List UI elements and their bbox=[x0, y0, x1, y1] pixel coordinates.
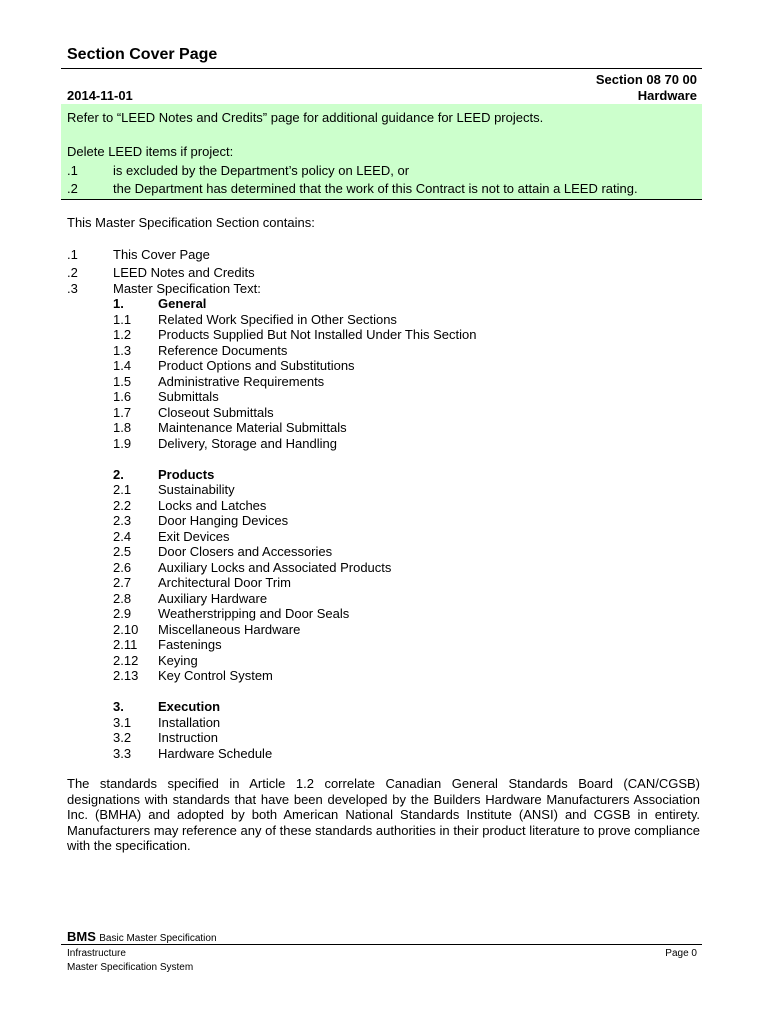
article-title: Administrative Requirements bbox=[158, 374, 325, 389]
article-title: Hardware Schedule bbox=[158, 746, 273, 761]
article-title: Sustainability bbox=[158, 482, 235, 497]
section-id bbox=[596, 72, 697, 104]
article-number: 2.11 bbox=[113, 637, 138, 652]
article-title: Door Closers and Accessories bbox=[158, 544, 333, 559]
article-title: Delivery, Storage and Handling bbox=[158, 436, 337, 451]
contents-item-num: .3 bbox=[67, 281, 78, 296]
footer-page-number: Page 0 bbox=[665, 948, 697, 959]
leed-item-num: .1 bbox=[67, 163, 78, 178]
article-number: 2.5 bbox=[113, 544, 132, 559]
document-date: 2014-11-01 bbox=[67, 88, 133, 103]
contents-item-num: .1 bbox=[67, 247, 78, 262]
footer-bms-full: Basic Master Specification bbox=[99, 933, 217, 944]
article-number: 1.3 bbox=[113, 343, 132, 358]
part-title: General bbox=[158, 296, 207, 311]
footer-org-line2: Master Specification System bbox=[67, 962, 194, 973]
section-name: Hardware bbox=[637, 88, 697, 103]
article-number: 1.7 bbox=[113, 405, 132, 420]
article-number: 2.3 bbox=[113, 513, 132, 528]
article-title: Auxiliary Hardware bbox=[158, 591, 268, 606]
article-number: 2.9 bbox=[113, 606, 132, 621]
leed-item-num: .2 bbox=[67, 181, 78, 196]
article-title: Instruction bbox=[158, 730, 218, 745]
article-title: Architectural Door Trim bbox=[158, 575, 291, 590]
article-title: Miscellaneous Hardware bbox=[158, 622, 301, 637]
article-number: 2.4 bbox=[113, 529, 132, 544]
header-rule-top bbox=[61, 68, 702, 69]
leed-note-line2: Delete LEED items if project: bbox=[67, 144, 234, 159]
article-title: Reference Documents bbox=[158, 343, 288, 358]
article-title: Closeout Submittals bbox=[158, 405, 274, 420]
article-number: 3.3 bbox=[113, 746, 132, 761]
footer-org-line1: Infrastructure bbox=[67, 948, 126, 959]
part-title: Execution bbox=[158, 699, 221, 714]
article-number: 2.7 bbox=[113, 575, 132, 590]
contents-item-num: .2 bbox=[67, 265, 78, 280]
contents-intro: This Master Specification Section contains: bbox=[67, 215, 315, 230]
article-title: Submittals bbox=[158, 389, 219, 404]
article-number: 2.8 bbox=[113, 591, 132, 606]
article-number: 1.5 bbox=[113, 374, 132, 389]
article-number: 1.2 bbox=[113, 327, 132, 342]
article-number: 2.2 bbox=[113, 498, 132, 513]
footer-bms bbox=[67, 929, 217, 944]
standards-paragraph: The standards specified in Article 1.2 correlate Canadian General Standards Board (CAN/CGSB) designations with standards that have been developed by the Builders Hardware Manufacturers Association Inc. (BMHA) and adopted by both American National Standards Institute (ANSI) and CGSB in entirety. Manufacturers may reference any of these standards authorities in their product literature to prove compliance with the specification. bbox=[67, 776, 700, 853]
part-number: 2. bbox=[113, 467, 124, 482]
article-title: Key Control System bbox=[158, 668, 273, 683]
contents-item-text: LEED Notes and Credits bbox=[113, 265, 255, 280]
footer-bms-abbrev: BMS bbox=[67, 929, 96, 944]
article-title: Auxiliary Locks and Associated Products bbox=[158, 560, 392, 575]
part-number: 3. bbox=[113, 699, 124, 714]
article-title: Product Options and Substitutions bbox=[158, 358, 355, 373]
contents-item-text: This Cover Page bbox=[113, 247, 210, 262]
section-number: Section 08 70 00 bbox=[595, 72, 697, 87]
article-number: 1.6 bbox=[113, 389, 132, 404]
article-number: 2.1 bbox=[113, 482, 132, 497]
article-title: Maintenance Material Submittals bbox=[158, 420, 347, 435]
article-title: Fastenings bbox=[158, 637, 222, 652]
article-title: Keying bbox=[158, 653, 198, 668]
article-number: 1.1 bbox=[113, 312, 132, 327]
page-title: Section Cover Page bbox=[67, 46, 218, 63]
article-title: Related Work Specified in Other Sections bbox=[158, 312, 397, 327]
article-number: 2.13 bbox=[113, 668, 139, 683]
article-number: 2.10 bbox=[113, 622, 139, 637]
article-title: Exit Devices bbox=[158, 529, 230, 544]
article-number: 1.9 bbox=[113, 436, 132, 451]
article-title: Weatherstripping and Door Seals bbox=[158, 606, 350, 621]
contents-item-text: Master Specification Text: bbox=[113, 281, 261, 296]
article-title: Locks and Latches bbox=[158, 498, 267, 513]
leed-box-rule bbox=[61, 199, 702, 200]
article-number: 3.2 bbox=[113, 730, 132, 745]
article-title: Installation bbox=[158, 715, 221, 730]
leed-item-text: the Department has determined that the work of this Contract is not to attain a LEED rating. bbox=[113, 181, 638, 196]
leed-item-text: is excluded by the Department’s policy on LEED, or bbox=[113, 163, 410, 178]
article-number: 1.8 bbox=[113, 420, 132, 435]
part-title: Products bbox=[158, 467, 215, 482]
article-title: Products Supplied But Not Installed Under This Section bbox=[158, 327, 477, 342]
article-number: 1.4 bbox=[113, 358, 132, 373]
footer-rule bbox=[61, 944, 702, 945]
article-number: 3.1 bbox=[113, 715, 132, 730]
part-number: 1. bbox=[113, 296, 124, 311]
article-number: 2.12 bbox=[113, 653, 139, 668]
article-number: 2.6 bbox=[113, 560, 132, 575]
article-title: Door Hanging Devices bbox=[158, 513, 289, 528]
leed-note-line1: Refer to “LEED Notes and Credits” page for additional guidance for LEED projects. bbox=[67, 110, 544, 125]
